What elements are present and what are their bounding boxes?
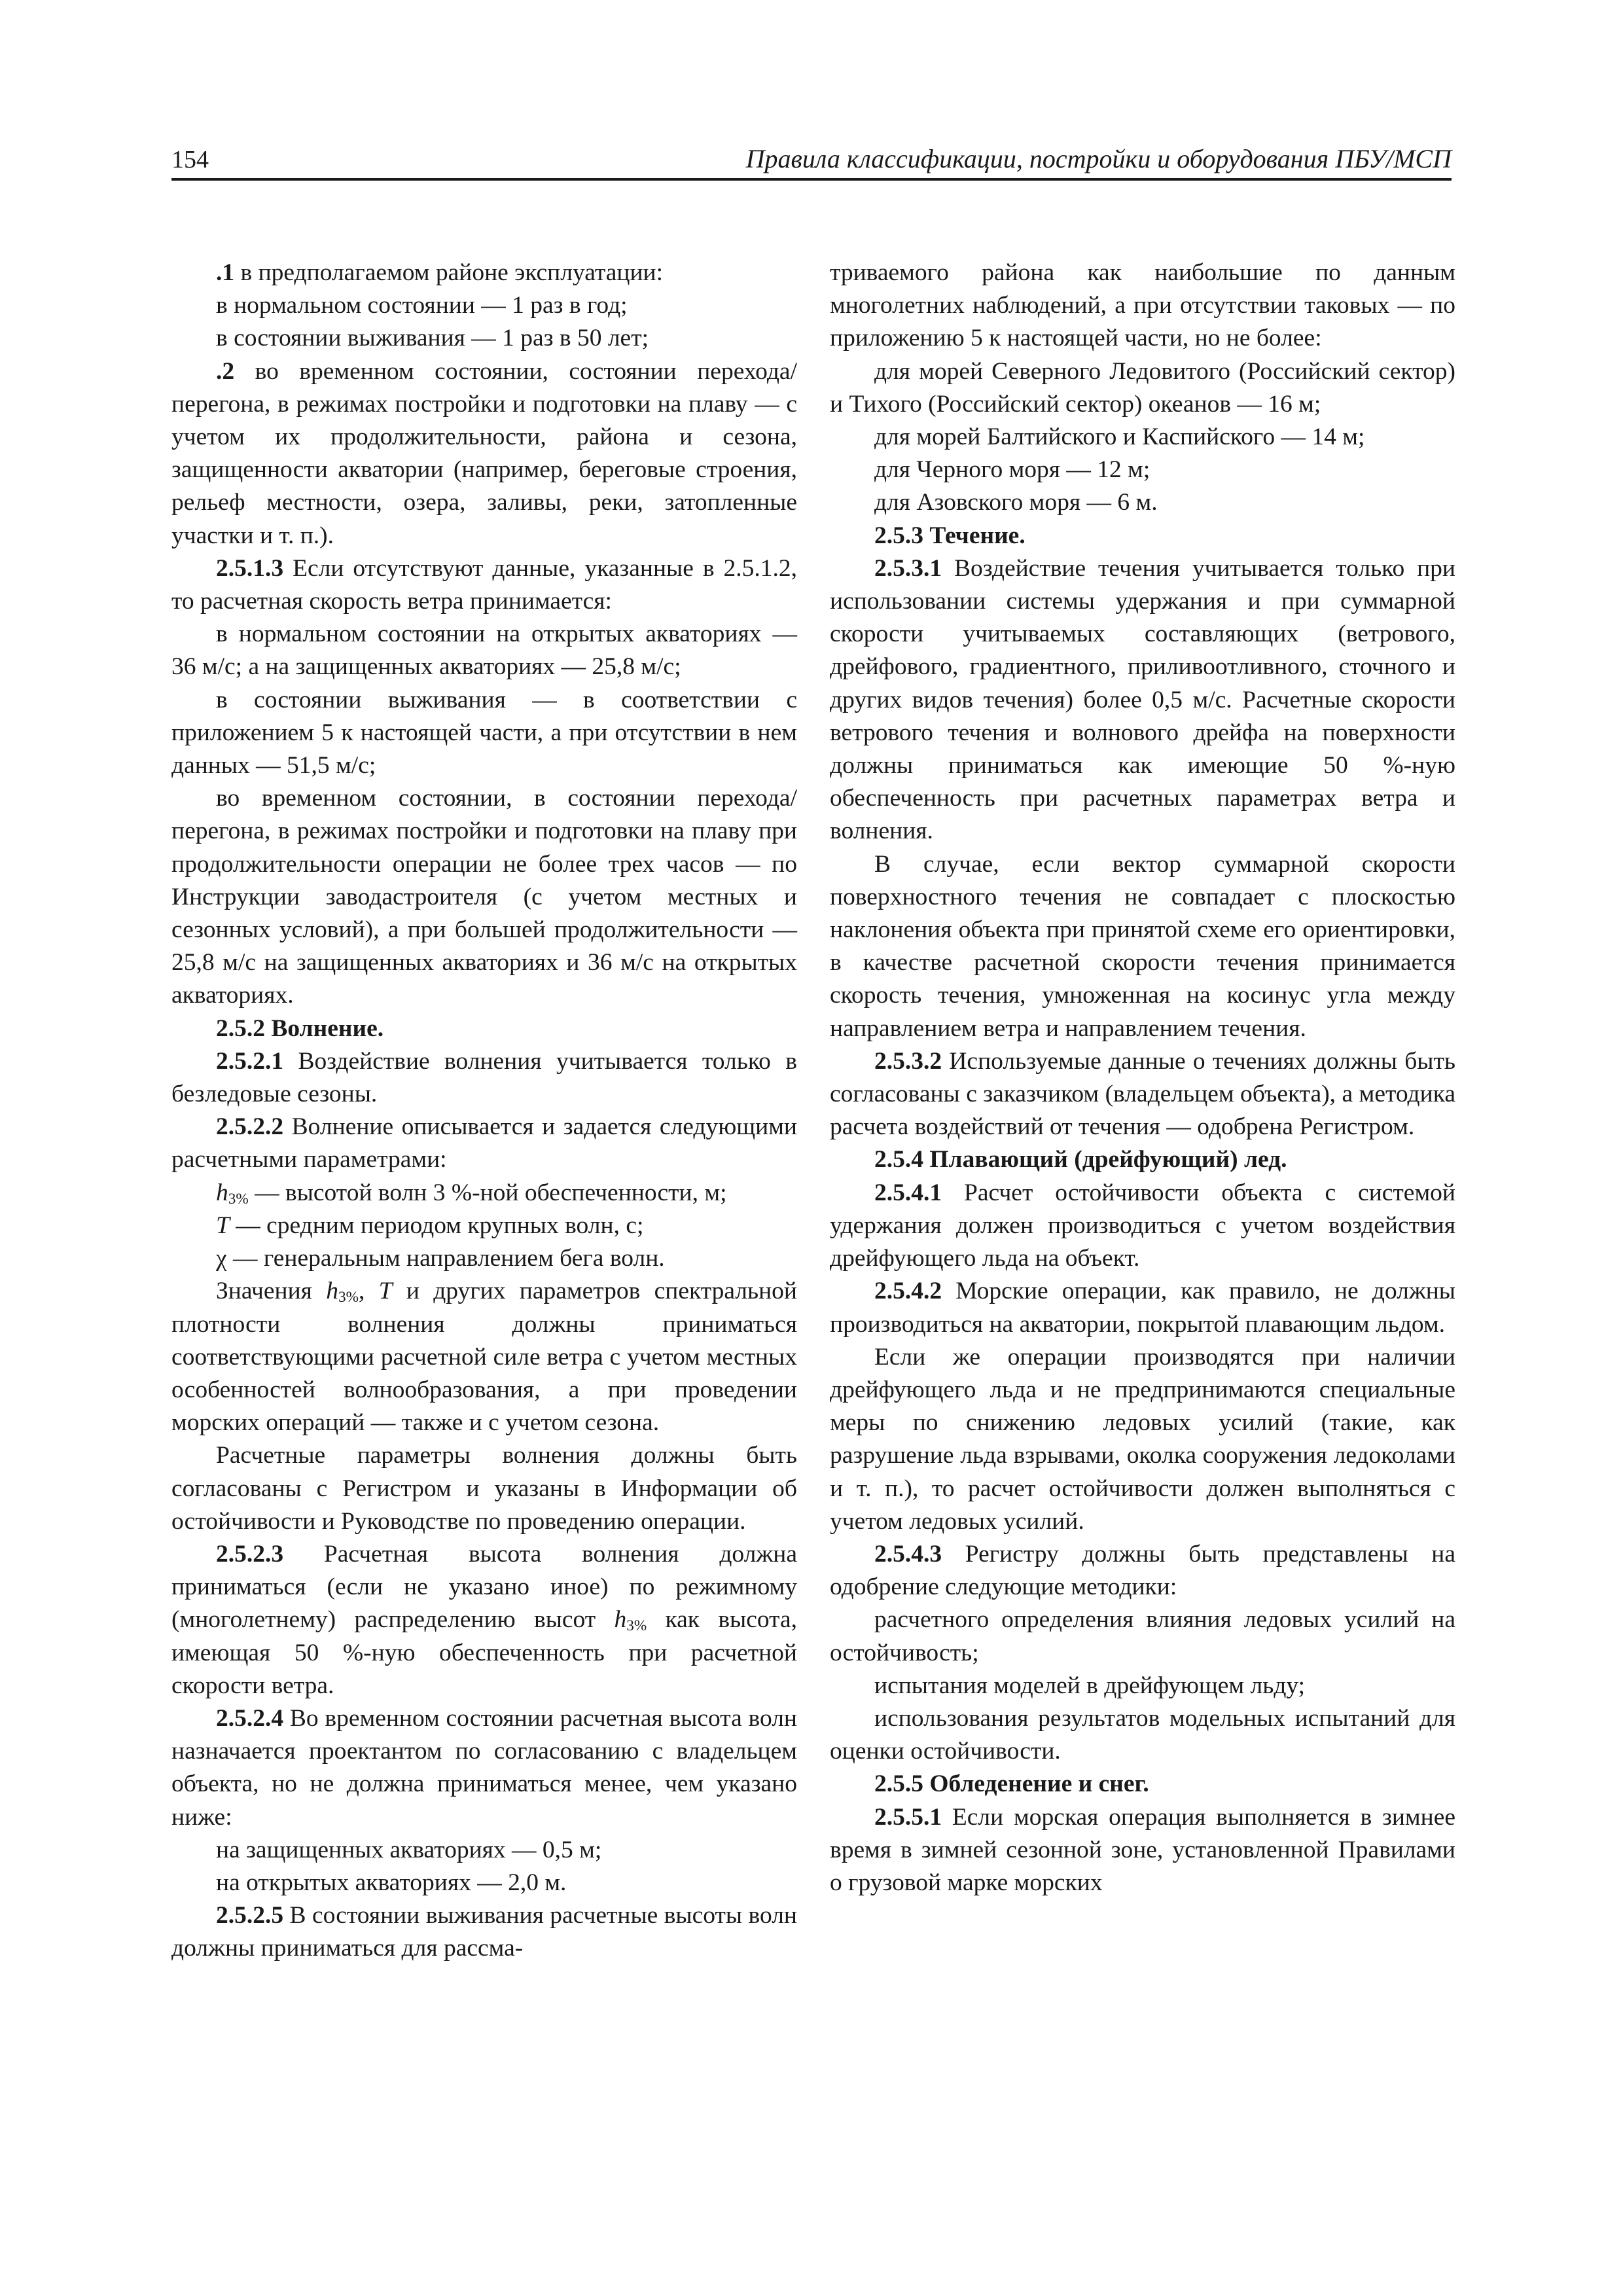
- math-subscript: 3%: [338, 1289, 359, 1306]
- paragraph: [830, 1702, 1455, 1768]
- math-symbol: T: [216, 1211, 230, 1239]
- paragraph: [830, 486, 1455, 519]
- paragraph-text: на защищенных акваториях — 0,5 м;: [216, 1836, 602, 1863]
- clause-number: 2.5.1.3: [216, 554, 284, 582]
- clause-number: 2.5.3.2: [874, 1047, 942, 1075]
- paragraph-text: Если морская операция выполняется в зимнее время в зимней сезонной зоне, установленной Правилами о грузовой марке морских: [830, 1803, 1455, 1896]
- paragraph-text: в предполагаемом районе эксплуатации:: [234, 259, 664, 286]
- paragraph: [171, 1111, 797, 1176]
- paragraph-text: Используемые данные о течениях должны быть согласованы с заказчиком (владельцем объекта), а методика расчета воздействий от течения — одобрена Регистром.: [830, 1047, 1455, 1141]
- paragraph-text: в состоянии выживания — в соответствии с приложением 5 к настоящей части, а при отсутствии в нем данных — 51,5 м/с;: [171, 686, 797, 780]
- paragraph-text: В состоянии выживания расчетные высоты волн должны приниматься для рассма-: [171, 1902, 797, 1962]
- paragraph-text: как высота, имеющая 50 %-ную обеспеченность при расчетной скорости ветра.: [171, 1606, 797, 1699]
- paragraph: [171, 1210, 797, 1242]
- paragraph-text: в нормальном состоянии — 1 раз в год;: [216, 292, 628, 319]
- paragraph: [830, 1670, 1455, 1702]
- running-title: Правила классификации, постройки и оборудования ПБУ/МСП: [745, 144, 1452, 173]
- paragraph-text: для Азовского моря — 6 м.: [874, 489, 1158, 516]
- paragraph-text: Воздействие волнения учитывается только в безледовые сезоны.: [171, 1047, 797, 1108]
- paragraph: [830, 1045, 1455, 1144]
- paragraph-text: в состоянии выживания — 1 раз в 50 лет;: [216, 325, 649, 352]
- paragraph-text: на открытых акваториях — 2,0 м.: [216, 1869, 567, 1896]
- math-subscript: 3%: [228, 1190, 249, 1208]
- paragraph-text: В случае, если вектор суммарной скорости поверхностного течения не совпадает с плоскостью наклонения объекта при принятой схеме его ориентировки, в качестве расчетной скорости течения принимается скорость течения, умноженная на косинус угла между направлением ветра и направлением течения.: [830, 850, 1455, 1042]
- page-header: [171, 139, 1452, 181]
- left-column: [171, 257, 797, 1965]
- clause-number: 2.5.4.2: [874, 1278, 942, 1305]
- right-column: [830, 257, 1455, 1899]
- paragraph: [830, 1177, 1455, 1276]
- paragraph: [830, 1604, 1455, 1669]
- paragraph-text: — средним периодом крупных волн, с;: [229, 1211, 644, 1239]
- paragraph-text: триваемого района как наибольшие по данным многолетних наблюдений, а при отсутствии таковых — по приложению 5 к настоящей части, но не более:: [830, 259, 1455, 352]
- paragraph-text: Во временном состоянии расчетная высота волн назначается проектантом по согласованию с владельцем объекта, но не должна приниматься менее, чем указано ниже:: [171, 1704, 797, 1831]
- clause-number: 2.5.2.4: [216, 1704, 284, 1732]
- clause-number: 2.5.5.1: [874, 1803, 942, 1831]
- paragraph: [171, 1242, 797, 1275]
- paragraph: [830, 355, 1455, 421]
- clause-number: .2: [216, 357, 235, 385]
- paragraph: [171, 322, 797, 355]
- section-heading: 2.5.5 Обледенение и снег.: [874, 1770, 1149, 1798]
- section-heading: 2.5.3 Течение.: [874, 522, 1026, 549]
- paragraph-text: в нормальном состоянии на открытых акваториях — 36 м/с; а на защищенных акваториях — 25,8 м/с;: [171, 620, 797, 681]
- paragraph: [171, 355, 797, 552]
- paragraph-text: Волнение описывается и задается следующими расчетными параметрами:: [171, 1113, 797, 1174]
- paragraph: [171, 257, 797, 289]
- paragraph: [171, 1834, 797, 1867]
- paragraph-text: Если же операции производятся при наличии дрейфующего льда и не предпринимаются специальные меры по снижению ледовых усилий (такие, как разрушение льда взрывами, околка сооружения ледоколами и т. п.), то расчет остойчивости должен выполняться с учетом ледовых усилий.: [830, 1343, 1455, 1535]
- paragraph-text: для Черного моря — 12 м;: [874, 456, 1150, 484]
- paragraph: [830, 454, 1455, 486]
- paragraph-text: для морей Балтийского и Каспийского — 14 м;: [874, 423, 1365, 451]
- paragraph-text: Расчетные параметры волнения должны быть согласованы с Регистром и указаны в Информации об остойчивости и Руководстве по проведению операции.: [171, 1442, 797, 1535]
- paragraph: [171, 552, 797, 618]
- paragraph-text: во временном состоянии, в состоянии перехода/перегона, в режимах постройки и подготовки на плаву при продолжительности операции не более трех часов — по Инструкции заводастроителя (с учетом местных и сезонных условий), а при большей продолжительности — 25,8 м/с на защищенных акваториях и 36 м/с на открытых акваториях.: [171, 785, 797, 1009]
- paragraph: [171, 1899, 797, 1965]
- paragraph: [171, 1538, 797, 1702]
- paragraph-text: Воздействие течения учитывается только при использовании системы удержания и при суммарной скорости учитываемых составляющих (ветрового, дрейфового, градиентного, приливоотливного, сточного и других видов течения) более 0,5 м/с. Расчетные скорости ветрового течения и волнового дрейфа на поверхности должны приниматься как имеющие 50 %-ную обеспеченность при расчетных параметрах ветра и волнения.: [830, 554, 1455, 845]
- paragraph: [171, 684, 797, 783]
- paragraph: [830, 1538, 1455, 1604]
- paragraph: [171, 1702, 797, 1834]
- math-subscript: 3%: [626, 1617, 647, 1635]
- paragraph-text: Если отсутствуют данные, указанные в 2.5.1.2, то расчетная скорость ветра принимается:: [171, 554, 797, 615]
- paragraph-text: Расчет остойчивости объекта с системой удержания должен производиться с учетом воздействия дрейфующего льда на объект.: [830, 1179, 1455, 1272]
- clause-number: 2.5.2.5: [216, 1902, 284, 1929]
- clause-number: 2.5.4.3: [874, 1540, 942, 1568]
- paragraph-text: Расчетная высота волнения должна приниматься (если не указано иное) по режимному (многолетнему) распределению высот: [171, 1540, 797, 1634]
- paragraph: [171, 1439, 797, 1538]
- paragraph: [171, 618, 797, 683]
- paragraph-text: Морские операции, как правило, не должны производиться на акватории, покрытой плавающим льдом.: [830, 1278, 1455, 1338]
- section-heading: 2.5.4 Плавающий (дрейфующий) лед.: [874, 1146, 1287, 1174]
- paragraph-text: для морей Северного Ледовитого (Российский сектор) и Тихого (Российский сектор) океанов — 16 м;: [830, 357, 1455, 418]
- math-symbol: h: [216, 1179, 228, 1206]
- paragraph: [830, 848, 1455, 1045]
- paragraph-text: Регистру должны быть представлены на одобрение следующие методики:: [830, 1540, 1455, 1601]
- paragraph: [830, 552, 1455, 848]
- clause-number: 2.5.2.1: [216, 1047, 284, 1075]
- paragraph-text: расчетного определения влияния ледовых усилий на остойчивость;: [830, 1606, 1455, 1666]
- clause-number: 2.5.4.1: [874, 1179, 942, 1206]
- paragraph: [171, 1177, 797, 1210]
- clause-number: 2.5.3.1: [874, 554, 942, 582]
- paragraph: [830, 257, 1455, 355]
- math-symbol: h: [614, 1606, 627, 1634]
- clause-number: .1: [216, 259, 235, 286]
- paragraph-text: испытания моделей в дрейфующем льду;: [874, 1672, 1306, 1699]
- paragraph: [171, 1867, 797, 1899]
- paragraph-text: χ — генеральным направлением бега волн.: [216, 1245, 665, 1272]
- clause-number: 2.5.2.3: [216, 1540, 284, 1568]
- paragraph: [830, 1341, 1455, 1538]
- paragraph: [830, 1275, 1455, 1340]
- paragraph: [830, 421, 1455, 454]
- section-heading: 2.5.2 Волнение.: [216, 1014, 384, 1042]
- paragraph: [171, 1275, 797, 1439]
- paragraph-text: использования результатов модельных испытаний для оценки остойчивости.: [830, 1704, 1455, 1765]
- paragraph: [171, 782, 797, 1012]
- math-symbol: h: [326, 1278, 338, 1305]
- paragraph: [171, 1045, 797, 1111]
- paragraph: [830, 1801, 1455, 1900]
- paragraph-text: ,: [358, 1278, 379, 1305]
- paragraph-text: во временном состоянии, состоянии перехода/перегона, в режимах постройки и подготовки на плаву — с учетом их продолжительности, района и сезона, защищенности акватории (например, береговые строения, рельеф местности, озера, заливы, реки, затопленные участки и т. п.).: [171, 357, 797, 549]
- paragraph: [171, 289, 797, 322]
- math-symbol: T: [378, 1278, 393, 1305]
- clause-number: 2.5.2.2: [216, 1113, 284, 1141]
- page-number: 154: [171, 146, 209, 173]
- paragraph-text: — высотой волн 3 %-ной обеспеченности, м;: [248, 1179, 727, 1206]
- paragraph-text: Значения: [216, 1278, 327, 1305]
- paragraph-text: и других параметров спектральной плотности волнения должны приниматься соответствующими расчетной силе ветра с учетом местных особенностей волнообразования, а при проведении морских операций — также и с учетом сезона.: [171, 1278, 797, 1437]
